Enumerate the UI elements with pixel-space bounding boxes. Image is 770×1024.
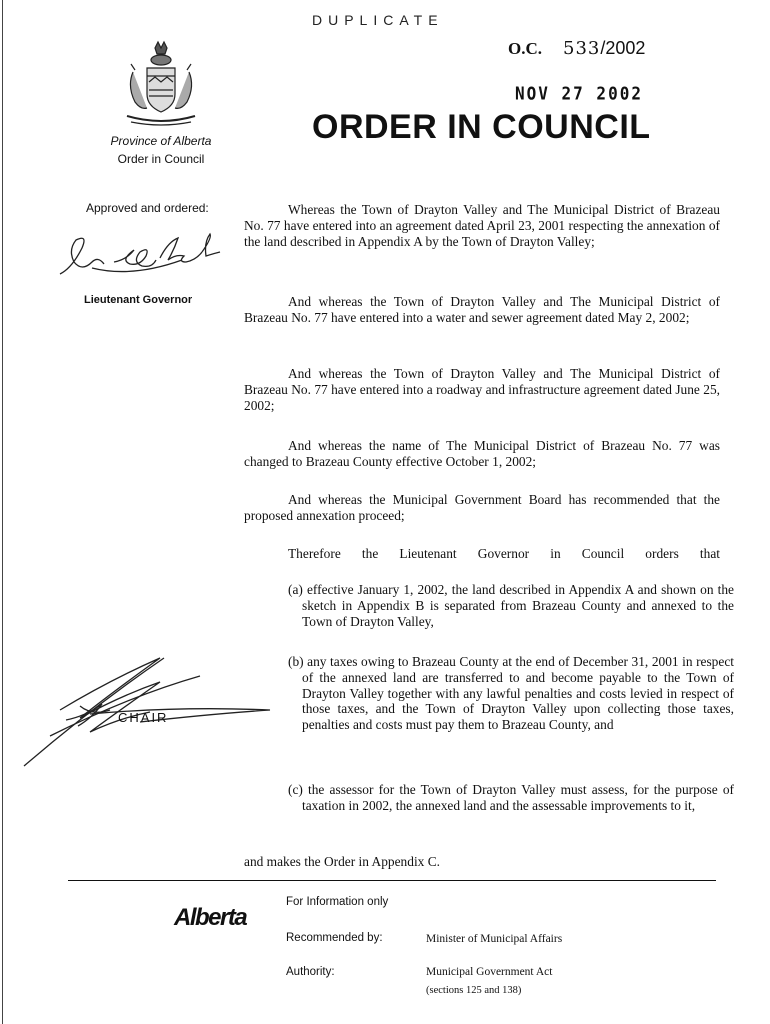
duplicate-stamp: DUPLICATE xyxy=(312,12,444,28)
operative-paragraph: Therefore the Lieutenant Governor in Council orders that xyxy=(288,546,720,561)
chair-signature xyxy=(20,640,280,770)
order-number xyxy=(508,38,645,59)
province-label: Province of Alberta xyxy=(110,134,212,148)
approved-label: Approved and ordered: xyxy=(86,201,209,215)
order-item-c: (c) the assessor for the Town of Drayton Valley must assess, for the purpose of taxation in 2002, the annexed land and the assessable improvements to it, xyxy=(288,782,734,813)
recital-paragraph: And whereas the Town of Drayton Valley and The Municipal District of Brazeau No. 77 have entered into a roadway and infrastructure agreement dated June 25, 2002; xyxy=(244,366,720,413)
document-title: ORDER IN COUNCIL xyxy=(312,108,651,146)
date-stamp: NOV 27 2002 xyxy=(515,83,643,104)
alberta-coat-of-arms-icon xyxy=(113,38,209,130)
recital-paragraph: And whereas the Municipal Government Board has recommended that the proposed annexation proceed; xyxy=(244,492,720,523)
order-number-year: /2002 xyxy=(600,38,646,58)
recital-paragraph: Whereas the Town of Drayton Valley and The Municipal District of Brazeau No. 77 have entered into an agreement dated April 23, 2001 respecting the annexation of the land described in Appendix A by the Town of Drayton Valley; xyxy=(244,202,720,249)
footer-divider xyxy=(68,880,716,881)
recital-paragraph: And whereas the Town of Drayton Valley and The Municipal District of Brazeau No. 77 have entered into a water and sewer agreement dated May 2, 2002; xyxy=(244,294,720,325)
recital-paragraph: And whereas the name of The Municipal District of Brazeau No. 77 was changed to Brazeau County effective October 1, 2002; xyxy=(244,438,720,469)
page-edge-line xyxy=(2,0,3,1024)
order-item-b: (b) any taxes owing to Brazeau County at the end of December 31, 2001 in respect of the annexed land are transferred to and become payable to the Town of Drayton Valley together with any lawful penalties and costs levied in respect of those taxes, and the Town of Drayton Valley upon collecting those taxes, penalties and costs must pay them to Brazeau County, and xyxy=(288,654,734,733)
order-number-prefix: O.C. xyxy=(508,39,542,58)
lieutenant-governor-signature xyxy=(56,222,256,288)
order-item-a: (a) effective January 1, 2002, the land described in Appendix A and shown on the sketch in Appendix B is separated from Brazeau County and annexed to the Town of Drayton Valley, xyxy=(288,582,734,629)
authority-value: Municipal Government Act xyxy=(426,966,553,978)
lieutenant-governor-label: Lieutenant Governor xyxy=(84,294,193,306)
info-only-label: For Information only xyxy=(286,896,389,908)
alberta-logo: Alberta xyxy=(174,904,247,931)
chair-label: CHAIR xyxy=(118,710,169,725)
order-in-council-label: Order in Council xyxy=(117,152,205,166)
recommended-by-label: Recommended by: xyxy=(286,932,383,944)
recommended-by-value: Minister of Municipal Affairs xyxy=(426,933,563,945)
closing-statement: and makes the Order in Appendix C. xyxy=(244,854,440,869)
authority-sections: (sections 125 and 138) xyxy=(426,985,522,996)
authority-label: Authority: xyxy=(286,966,335,978)
order-number-value: 533 xyxy=(563,38,601,59)
